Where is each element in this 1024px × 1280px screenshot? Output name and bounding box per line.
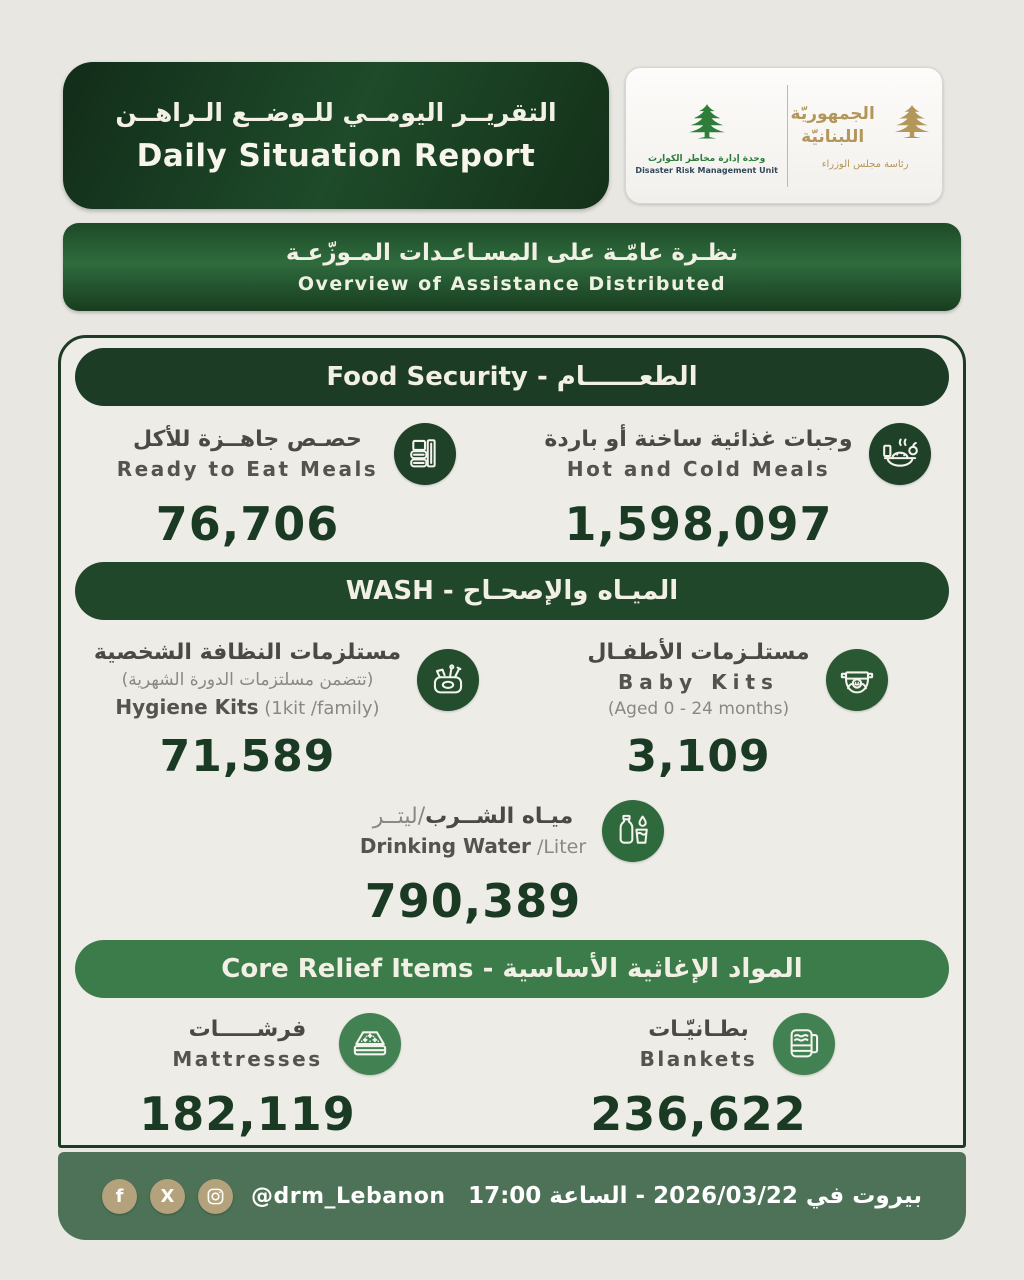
report-title-card <box>63 62 609 209</box>
hot-cold-label-english: Hot and Cold Meals <box>566 457 831 481</box>
overview-title-english: Overview of Assistance Distributed <box>297 272 727 295</box>
overview-title-arabic: نظـرة عامّـة على المسـاعـدات المـوزّعـة <box>285 239 739 266</box>
hygiene-label-english: Hygiene Kits (1kit /family) <box>115 695 380 719</box>
stat-blankets <box>512 1013 963 1141</box>
gov-title-line1: الجمهوريّة <box>790 104 875 125</box>
overview-banner <box>63 223 961 311</box>
drm-name-english: Disaster Risk Management Unit <box>635 165 778 175</box>
mattresses-label-arabic: فرشـــــات <box>188 1017 307 1042</box>
stat-baby-kits <box>512 640 963 782</box>
hygiene-label-arabic-sub: (تتضمن مسلتزمات الدورة الشهرية) <box>121 670 374 690</box>
blankets-value: 236,622 <box>590 1087 807 1141</box>
gov-title-line2: اللبنانيّة <box>801 126 865 147</box>
drinking-water-value: 790,389 <box>364 874 582 928</box>
blankets-label-english: Blankets <box>639 1047 758 1071</box>
instagram-icon[interactable] <box>198 1179 233 1214</box>
report-body-card <box>58 335 966 1148</box>
core-relief-title: المواد الإغاثية الأساسية - Core Relief Items <box>221 954 803 984</box>
mattresses-label-english: Mattresses <box>172 1047 323 1071</box>
footer-bar <box>58 1152 966 1240</box>
gov-cedar-icon <box>884 102 940 150</box>
stat-drinking-water <box>61 800 963 928</box>
baby-kits-age-range: (Aged 0 - 24 months) <box>607 699 790 719</box>
stat-hot-cold-meals <box>512 423 963 551</box>
lebanese-republic-logo <box>788 102 942 170</box>
report-title-arabic: التقريــر اليومــي للـوضــع الـراهــن <box>115 97 557 127</box>
water-label-english: Drinking Water /Liter <box>359 834 587 858</box>
ready-to-eat-meals-value: 76,706 <box>155 497 340 551</box>
logo-panel <box>625 67 943 204</box>
hot-cold-meals-value: 1,598,097 <box>564 497 833 551</box>
canned-meals-icon <box>394 423 456 485</box>
section-header-food-security <box>75 348 949 406</box>
hygiene-label-arabic: مستلزمات النظافة الشخصية <box>93 640 402 665</box>
wash-title: الميـاه والإصحـاح - WASH <box>345 576 679 606</box>
social-handle: @drm_Lebanon <box>251 1183 446 1209</box>
hot-cold-meals-icon <box>869 423 931 485</box>
stat-hygiene-kits <box>61 640 512 782</box>
stat-mattresses <box>61 1013 512 1141</box>
stat-ready-to-eat-meals <box>61 423 512 551</box>
mattress-icon <box>339 1013 401 1075</box>
ready-to-eat-label-english: Ready to Eat Meals <box>116 457 379 481</box>
mattresses-value: 182,119 <box>139 1087 356 1141</box>
water-label-arabic: ميـاه الشــرب/ليتــر <box>372 804 574 829</box>
social-icons <box>102 1179 233 1214</box>
drinking-water-icon <box>602 800 664 862</box>
drm-logo <box>626 97 787 175</box>
hygiene-kit-icon <box>417 649 479 711</box>
x-icon[interactable]: X <box>150 1179 185 1214</box>
drm-cedar-icon <box>678 101 736 151</box>
report-datetime: بيروت في 2026/03/22 - الساعة 17:00 <box>468 1183 922 1209</box>
baby-kits-value: 3,109 <box>626 731 771 782</box>
baby-kits-label-english: Baby Kits <box>618 670 779 694</box>
gov-subtitle: رئاسة مجلس الوزراء <box>821 158 909 170</box>
section-header-core-relief <box>75 940 949 998</box>
baby-kit-icon <box>826 649 888 711</box>
food-security-title: الطعــــــام - Food Security <box>326 362 698 392</box>
report-title-english: Daily Situation Report <box>136 137 536 174</box>
blanket-icon <box>773 1013 835 1075</box>
blankets-label-arabic: بطـانيّـات <box>648 1017 749 1042</box>
gov-calligraphy <box>791 103 875 147</box>
facebook-icon[interactable]: f <box>102 1179 137 1214</box>
section-header-wash <box>75 562 949 620</box>
baby-kits-label-arabic: مستلـزمات الأطفـال <box>587 640 810 665</box>
ready-to-eat-label-arabic: حصـص جاهــزة للأكل <box>133 427 362 452</box>
hygiene-kits-value: 71,589 <box>159 731 336 782</box>
drm-name-arabic: وحدة إدارة مخاطر الكوارث <box>647 153 766 164</box>
hot-cold-label-arabic: وجبات غذائية ساخنة أو باردة <box>544 427 853 452</box>
